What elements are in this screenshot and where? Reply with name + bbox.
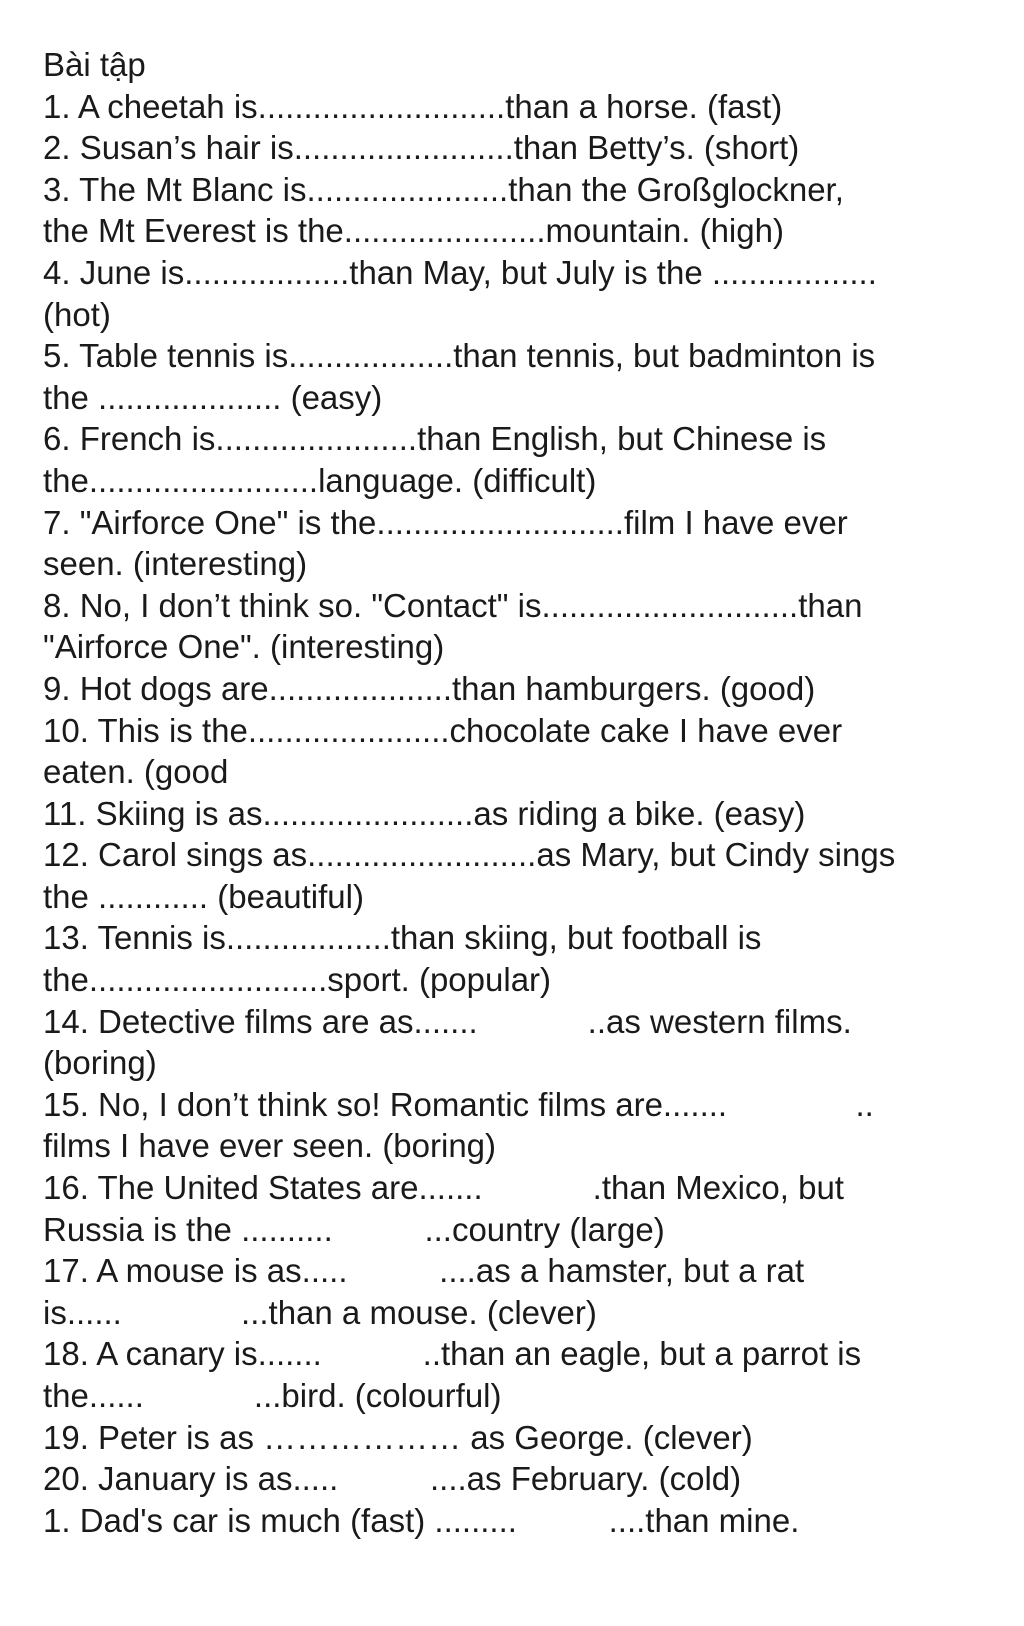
exercise-line-16: 10. This is the......................chocolate cake I have ever [43,711,843,749]
exercise-line-12: seen. (interesting) [43,545,308,583]
exercise-line-26: films I have ever seen. (boring) [43,1127,497,1165]
exercise-line-30: is...... ...than a mouse. (clever) [43,1293,597,1331]
exercise-line-17: eaten. (good [43,753,229,791]
exercise-line-8: the .................... (easy) [43,378,383,416]
exercise-line-25: 15. No, I don’t think so! Romantic films are....... .. [43,1085,874,1123]
exercise-line-32: the...... ...bird. (colourful) [43,1377,502,1414]
exercise-line-4: the Mt Everest is the......................mountain. (high) [43,212,784,250]
exercise-line-31: 18. A canary is....... ..than an eagle, but a parrot is [43,1335,862,1373]
exercise-line-5: 4. June is..................than May, but July is the .................. [43,253,877,291]
exercise-line-11: 7. "Airforce One" is the...........................film I have ever [43,503,848,541]
exercise-line-29: 17. A mouse is as..... ....as a hamster, but a rat [43,1252,805,1290]
exercise-line-33: 19. Peter is as ……………… as George. (clever) [43,1418,753,1456]
exercise-line-22: the..........................sport. (popular) [43,961,552,999]
exercise-line-18: 11. Skiing is as.......................as riding a bike. (easy) [43,794,806,832]
exercise-line-6: (hot) [43,295,111,333]
exercise-line-2: 2. Susan’s hair is........................than Betty’s. (short) [43,129,800,167]
exercise-line-7: 5. Table tennis is..................than tennis, but badminton is [43,337,876,375]
exercise-line-3: 3. The Mt Blanc is......................than the Großglockner, [43,170,844,208]
exercise-line-21: 13. Tennis is..................than skiing, but football is [43,919,762,957]
exercise-line-19: 12. Carol sings as.........................as Mary, but Cindy sings [43,836,896,874]
exercise-line-14: "Airforce One". (interesting) [43,628,445,666]
exercise-line-9: 6. French is......................than English, but Chinese is [43,420,827,458]
exercise-line-34: 20. January is as..... ....as February. (cold) [43,1460,742,1498]
exercise-line-27: 16. The United States are....... .than Mexico, but [43,1169,844,1207]
exercise-line-28: Russia is the .......... ...country (large) [43,1210,665,1248]
exercise-line-20: the ............ (beautiful) [43,877,364,915]
exercise-line-10: the.........................language. (difficult) [43,461,597,499]
exercise-sheet [43,44,1003,1541]
exercise-line-13: 8. No, I don’t think so. "Contact" is............................than [43,586,863,624]
exercise-line-24: (boring) [43,1044,157,1082]
exercise-line-15: 9. Hot dogs are....................than hamburgers. (good) [43,669,816,707]
exercise-line-1: 1. A cheetah is...........................than a horse. (fast) [43,87,783,125]
exercise-line-23: 14. Detective films are as....... ..as western films. [43,1002,852,1040]
exercise-title: Bài tập [43,46,146,83]
exercise-line-35: 1. Dad's car is much (fast) ......... ....than mine. [43,1501,800,1539]
